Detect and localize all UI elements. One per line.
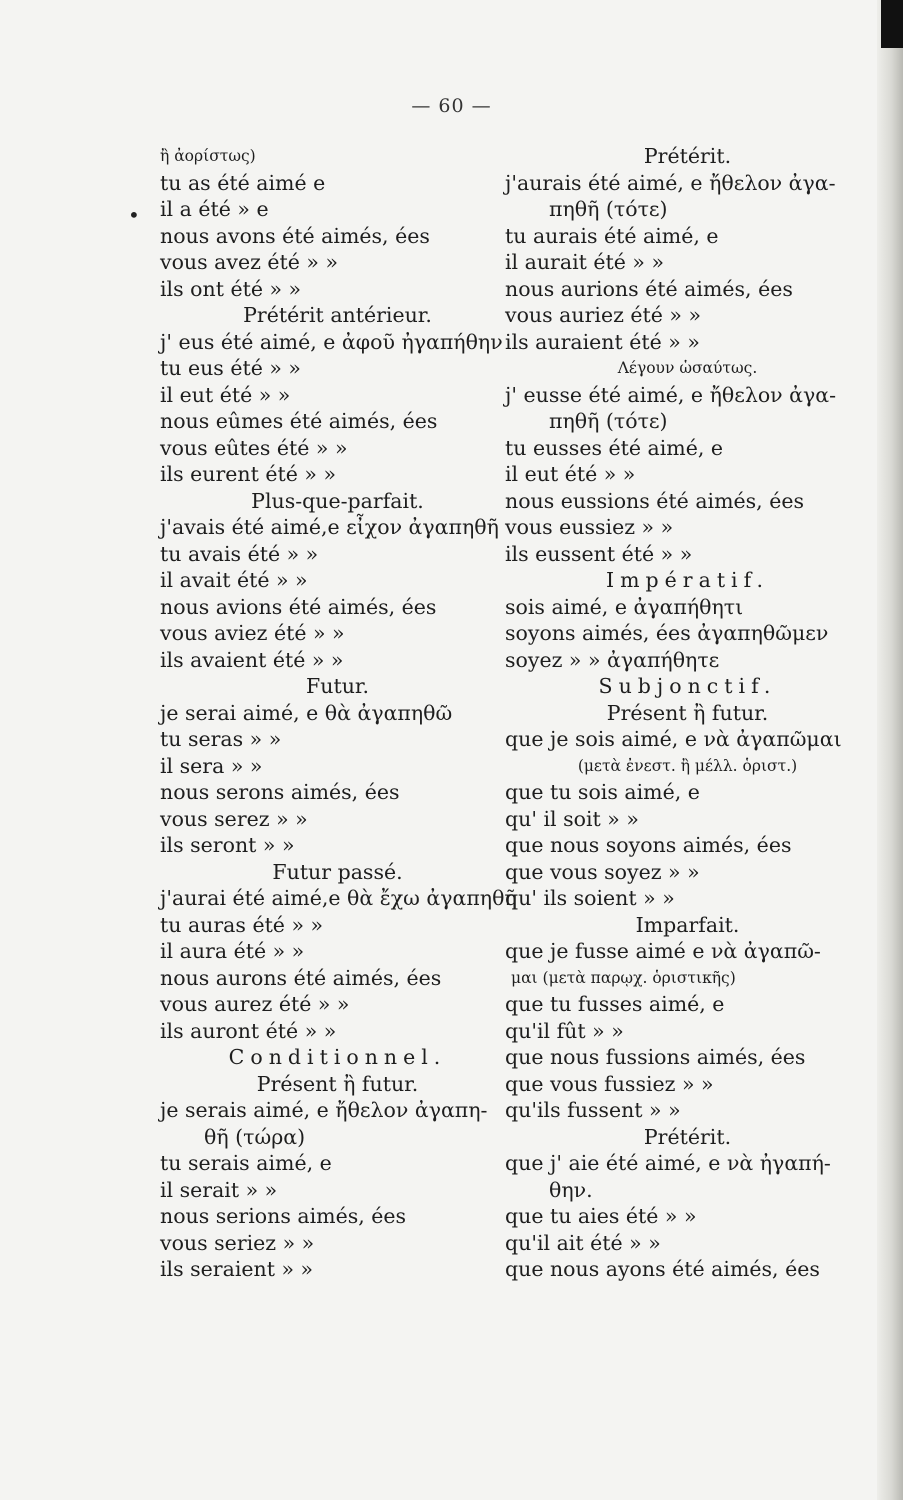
line-text: il serait » » <box>160 1177 278 1202</box>
line-text: il a été » e <box>160 197 269 221</box>
section-heading <box>160 1044 515 1071</box>
line-text: tu serais aimé, e <box>160 1151 332 1175</box>
text-line <box>160 514 515 541</box>
line-text: Prétérit. <box>643 1124 732 1149</box>
line-text: vous seriez » » <box>160 1230 315 1255</box>
section-heading <box>160 673 515 700</box>
line-text: μαι (μετὰ παρῳχ. ὁριστικῆς) <box>511 968 736 987</box>
line-text: vous eûtes été » » <box>160 435 348 460</box>
line-text: que tu aies été » » <box>505 1204 697 1228</box>
section-heading <box>505 1124 870 1151</box>
text-line-continuation <box>160 1124 515 1151</box>
line-text: nous serions aimés, ées <box>160 1204 407 1228</box>
text-line <box>505 779 870 806</box>
line-text: que nous soyons aimés, ées <box>505 833 792 857</box>
line-text: j'avais été aimé,e εἶχον ἀγαπηθῆ <box>160 515 499 539</box>
text-line <box>505 249 870 276</box>
text-line <box>505 170 870 197</box>
text-line <box>505 620 870 647</box>
line-text: Plus-que-parfait. <box>251 488 424 513</box>
line-text: nous aurons été aimés, ées <box>160 965 442 990</box>
text-line <box>160 1177 515 1204</box>
corner-mark <box>881 0 903 48</box>
text-line <box>505 1097 870 1124</box>
section-heading <box>505 673 870 700</box>
text-line <box>505 938 870 965</box>
line-text: nous avions été aimés, ées <box>160 594 437 619</box>
text-line <box>160 991 515 1018</box>
text-line <box>160 885 515 912</box>
text-line <box>160 196 515 223</box>
section-heading <box>160 302 515 329</box>
line-text: il eut été » » <box>160 382 291 407</box>
line-text: Futur. <box>306 674 369 698</box>
line-text: Imparfait. <box>635 912 740 937</box>
text-line-continuation <box>505 1177 870 1204</box>
text-line <box>160 832 515 859</box>
line-text: soyez » » ἀγαπήθητε <box>505 647 720 672</box>
text-line <box>160 965 515 992</box>
line-text: vous auriez été » » <box>505 303 702 327</box>
line-text: Prétérit. <box>643 144 732 168</box>
text-line <box>505 991 870 1018</box>
line-text: ἢ ἀορίστως) <box>160 147 256 165</box>
line-text: ils avaient été » » <box>160 647 344 672</box>
line-text: que vous soyez » » <box>505 859 700 884</box>
text-line <box>505 276 870 303</box>
text-line <box>160 408 515 435</box>
line-text: je serai aimé, e θὰ ἀγαπηθῶ <box>160 700 453 725</box>
line-text: il avait été » » <box>160 568 308 592</box>
greek-line <box>505 753 870 780</box>
line-text: θην. <box>549 1177 593 1202</box>
text-line-continuation <box>505 408 870 435</box>
text-line <box>160 1203 515 1230</box>
page-number: — 60 — <box>411 95 492 117</box>
text-line <box>505 329 870 356</box>
text-line <box>505 488 870 515</box>
line-text: qu'il ait été » » <box>505 1230 661 1255</box>
line-text: que nous ayons été aimés, ées <box>505 1257 820 1281</box>
line-text: il sera » » <box>160 753 263 778</box>
text-line <box>505 1044 870 1071</box>
line-text: ils auraient été » » <box>505 329 700 354</box>
line-text: il aurait été » » <box>505 250 665 274</box>
line-text: ils ont été » » <box>160 276 302 301</box>
section-heading <box>505 700 870 727</box>
text-line <box>160 1256 515 1283</box>
line-text: tu eusses été aimé, e <box>505 435 724 460</box>
line-text: Λέγουν ὡσαύτως. <box>617 359 758 377</box>
text-line <box>160 1230 515 1257</box>
text-line <box>505 1018 870 1045</box>
text-line <box>505 223 870 250</box>
text-line <box>160 276 515 303</box>
text-line <box>160 620 515 647</box>
line-text: vous avez été » » <box>160 250 339 274</box>
text-line <box>160 594 515 621</box>
text-line <box>160 541 515 568</box>
text-line <box>160 1150 515 1177</box>
line-text: nous avons été aimés, ées <box>160 223 430 248</box>
text-line <box>160 912 515 939</box>
line-text: tu auras été » » <box>160 912 324 937</box>
line-text: nous eûmes été aimés, ées <box>160 409 438 433</box>
line-text: πηθῆ (τότε) <box>549 409 668 433</box>
left-column <box>160 143 515 1283</box>
text-line <box>160 647 515 674</box>
text-line <box>160 1018 515 1045</box>
section-heading <box>160 488 515 515</box>
line-text: il eut été » » <box>505 462 636 486</box>
text-line <box>505 382 870 409</box>
line-text: Présent ἢ futur. <box>606 700 769 725</box>
line-text: Prétérit antérieur. <box>243 303 432 327</box>
line-text: tu as été aimé e <box>160 170 326 195</box>
text-line <box>505 302 870 329</box>
text-line <box>505 1230 870 1257</box>
line-text: vous aviez été » » <box>160 621 345 645</box>
text-line <box>160 435 515 462</box>
text-line <box>505 1071 870 1098</box>
line-text: tu avais été » » <box>160 541 319 566</box>
line-text: nous eussions été aimés, ées <box>505 488 805 513</box>
text-line <box>160 938 515 965</box>
text-line <box>505 647 870 674</box>
text-line <box>160 1097 515 1124</box>
text-line <box>505 859 870 886</box>
text-line <box>505 594 870 621</box>
text-line <box>505 435 870 462</box>
text-line <box>160 567 515 594</box>
text-line <box>160 726 515 753</box>
line-text: j'aurais été aimé, e ἤθελον ἀγα- <box>505 170 836 195</box>
section-heading <box>160 1071 515 1098</box>
line-text: tu seras » » <box>160 727 282 751</box>
line-text: que je sois aimé, e νὰ ἀγαπῶμαι <box>505 727 842 751</box>
line-text: soyons aimés, ées ἀγαπηθῶμεν <box>505 621 829 645</box>
line-text: Conditionnel. <box>228 1045 447 1069</box>
line-text: vous aurez été » » <box>160 992 350 1016</box>
right-column <box>505 143 870 1283</box>
text-line <box>160 223 515 250</box>
text-line <box>160 329 515 356</box>
line-text: que je fusse aimé e νὰ ἀγαπῶ- <box>505 939 821 963</box>
text-line <box>160 779 515 806</box>
text-line <box>505 514 870 541</box>
line-text: nous aurions été aimés, ées <box>505 276 793 301</box>
line-text: ils auront été » » <box>160 1018 337 1043</box>
line-text: j' eus été aimé, e ἀφοῦ ἠγαπήθην <box>160 329 503 354</box>
line-text: je serais aimé, e ἤθελον ἀγαπη- <box>160 1098 488 1122</box>
text-line <box>505 541 870 568</box>
margin-mark: • <box>128 203 140 227</box>
text-line <box>160 700 515 727</box>
text-line <box>505 1256 870 1283</box>
text-line <box>505 461 870 488</box>
line-text: Impératif. <box>606 568 769 592</box>
text-line <box>160 355 515 382</box>
line-text: qu' ils soient » » <box>505 886 675 910</box>
text-line <box>505 1203 870 1230</box>
line-text: qu'ils fussent » » <box>505 1098 681 1122</box>
section-heading <box>505 143 870 170</box>
greek-line <box>505 355 870 382</box>
line-text: πηθῆ (τότε) <box>549 197 668 221</box>
line-text: sois aimé, e ἀγαπήθητι <box>505 594 744 619</box>
line-text: j' eusse été aimé, e ἤθελον ἀγα- <box>505 382 837 407</box>
section-heading <box>160 859 515 886</box>
line-text: Futur passé. <box>272 859 403 884</box>
section-heading <box>505 567 870 594</box>
text-line <box>505 726 870 753</box>
text-line <box>160 753 515 780</box>
line-text: tu aurais été aimé, e <box>505 223 719 248</box>
text-line <box>160 170 515 197</box>
text-line <box>505 832 870 859</box>
line-text: qu'il fût » » <box>505 1018 624 1043</box>
line-text: j'aurai été aimé,e θὰ ἔχω ἀγαπηθῆ <box>160 886 517 910</box>
line-text: que nous fussions aimés, ées <box>505 1045 806 1069</box>
section-heading <box>505 912 870 939</box>
text-line <box>160 461 515 488</box>
line-text: ils eurent été » » <box>160 462 336 486</box>
line-text: tu eus été » » <box>160 356 301 380</box>
line-text: vous eussiez » » <box>505 515 674 539</box>
line-text: que tu sois aimé, e <box>505 780 700 804</box>
line-text: Subjonctif. <box>598 674 777 698</box>
line-text: vous serez » » <box>160 806 308 831</box>
line-text: que vous fussiez » » <box>505 1071 714 1096</box>
greek-line <box>160 143 515 170</box>
line-text: (μετὰ ἐνεστ. ἢ μέλλ. ὁριστ.) <box>577 756 798 775</box>
line-text: que j' aie été aimé, e νὰ ἠγαπή- <box>505 1151 831 1175</box>
line-text: qu' il soit » » <box>505 806 639 831</box>
text-line <box>160 249 515 276</box>
text-line <box>505 885 870 912</box>
text-line <box>505 1150 870 1177</box>
line-text: que tu fusses aimé, e <box>505 992 725 1016</box>
text-line <box>160 382 515 409</box>
text-line <box>160 806 515 833</box>
line-text: il aura été » » <box>160 939 305 963</box>
line-text: ils seront » » <box>160 833 295 857</box>
text-line-continuation <box>505 196 870 223</box>
line-text: nous serons aimés, ées <box>160 780 400 804</box>
line-text: ils seraient » » <box>160 1257 314 1281</box>
text-line <box>505 806 870 833</box>
page-edge <box>877 0 903 1500</box>
greek-line <box>505 965 870 992</box>
line-text: Présent ἢ futur. <box>256 1071 419 1096</box>
line-text: ils eussent été » » <box>505 541 693 566</box>
line-text: θῆ (τώρα) <box>204 1124 306 1149</box>
